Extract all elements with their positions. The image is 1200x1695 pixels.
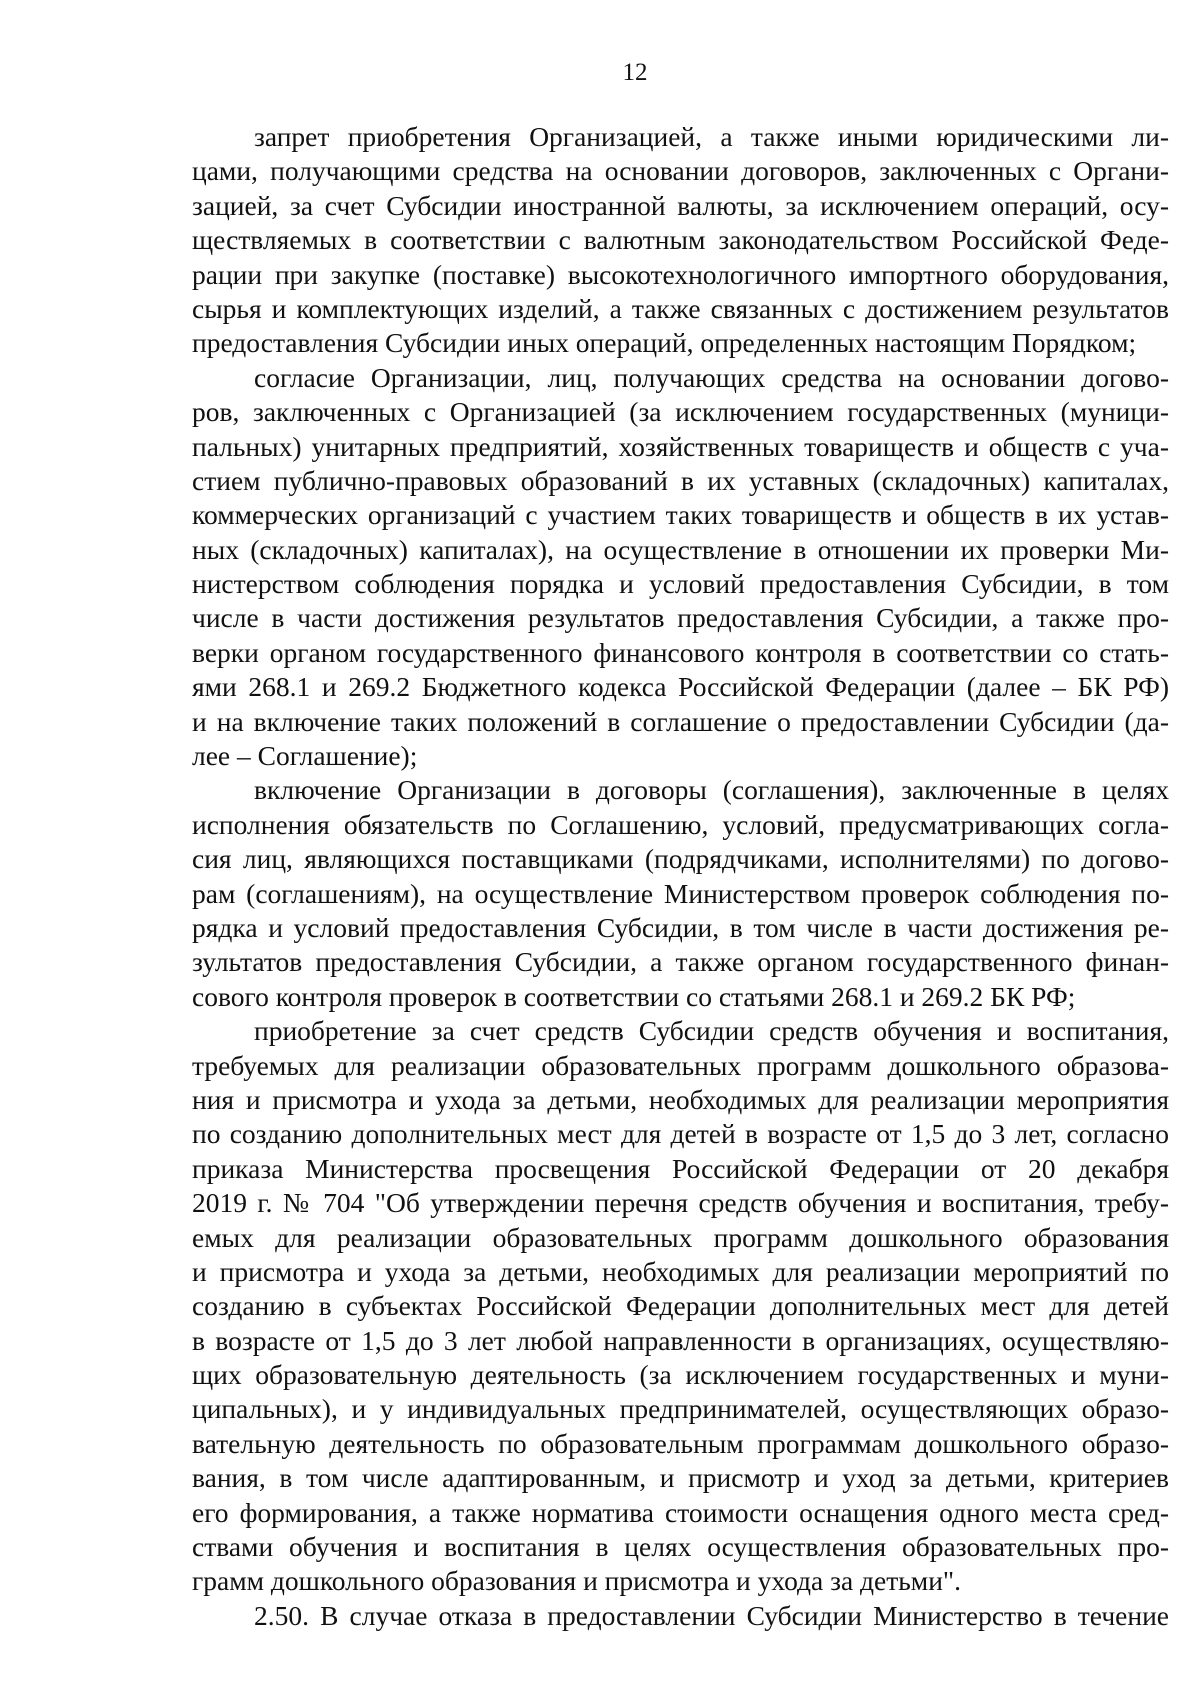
- text-line: приказа Министерства просвещения Российской Федерации от 20 декабря: [192, 1152, 1169, 1184]
- text-line: сового контроля проверок в соответствии со статьями 268.1 и 269.2 БК РФ;: [192, 980, 1076, 1012]
- text-line: вания, в том числе адаптированным, и присмотр и уход за детьми, критериев: [192, 1462, 1169, 1494]
- text-line: требуемых для реализации образовательных программ дошкольного образова-: [192, 1049, 1169, 1081]
- text-line: лее – Соглашение);: [192, 740, 418, 772]
- page-number: 12: [622, 59, 648, 86]
- text-line: стием публично-правовых образований в их уставных (складочных) капиталах,: [192, 464, 1169, 496]
- text-line: запрет приобретения Организацией, а также иными юридическими ли-: [254, 121, 1169, 152]
- text-line: емых для реализации образовательных программ дошкольного образования: [192, 1221, 1169, 1253]
- text-line: зультатов предоставления Субсидии, а также органом государственного финан-: [192, 946, 1169, 978]
- text-line: предоставления Субсидии иных операций, определенных настоящим Порядком;: [192, 327, 1137, 359]
- text-line: сия лиц, являющихся поставщиками (подрядчиками, исполнителями) по догово-: [192, 843, 1169, 875]
- text-line: приобретение за счет средств Субсидии средств обучения и воспитания,: [254, 1015, 1169, 1047]
- text-line: согласие Организации, лиц, получающих средства на основании догово-: [254, 361, 1169, 393]
- text-line: ями 268.1 и 269.2 Бюджетного кодекса Российской Федерации (далее – БК РФ): [192, 671, 1169, 703]
- text-line: вательную деятельность по образовательным программам дошкольного образо-: [192, 1427, 1169, 1459]
- text-line: щих образовательную деятельность (за исключением государственных и муни-: [192, 1359, 1169, 1391]
- text-line: его формирования, а также норматива стоимости оснащения одного места сред-: [192, 1496, 1169, 1528]
- body-text: [192, 120, 1169, 1633]
- text-line: грамм дошкольного образования и присмотра и ухода за детьми".: [192, 1565, 962, 1597]
- text-line: ных (складочных) капиталах), на осуществление в отношении их проверки Ми-: [192, 533, 1169, 565]
- text-line: рам (соглашениям), на осуществление Министерством проверок соблюдения по-: [192, 877, 1169, 909]
- text-line: верки органом государственного финансового контроля в соответствии со стать-: [192, 636, 1169, 668]
- text-line: пальных) унитарных предприятий, хозяйственных товариществ и обществ с уча-: [192, 430, 1169, 462]
- text-line: числе в части достижения результатов предоставления Субсидии, а также про-: [192, 602, 1169, 634]
- text-line: по созданию дополнительных мест для детей в возрасте от 1,5 до 3 лет, согласно: [192, 1118, 1169, 1150]
- text-line: ципальных), и у индивидуальных предпринимателей, осуществляющих образо-: [192, 1393, 1169, 1425]
- text-line: включение Организации в договоры (соглашения), заключенные в целях: [254, 774, 1169, 806]
- text-line: в возрасте от 1,5 до 3 лет любой направленности в организациях, осуществляю-: [192, 1324, 1169, 1356]
- text-line: нистерством соблюдения порядка и условий предоставления Субсидии, в том: [192, 568, 1169, 600]
- text-line: исполнения обязательств по Соглашению, условий, предусматривающих согла-: [192, 808, 1169, 840]
- text-line: ществляемых в соответствии с валютным законодательством Российской Феде-: [192, 224, 1169, 256]
- text-line: рации при закупке (поставке) высокотехнологичного импортного оборудования,: [192, 258, 1169, 290]
- text-line: коммерческих организаций с участием таких товариществ и обществ в их устав-: [192, 499, 1169, 531]
- text-line: ствами обучения и воспитания в целях осуществления образовательных про-: [192, 1531, 1169, 1563]
- text-line: сырья и комплектующих изделий, а также связанных с достижением результатов: [192, 292, 1169, 324]
- text-line: 2.50. В случае отказа в предоставлении Субсидии Министерство в течение: [254, 1599, 1169, 1631]
- text-line: цами, получающими средства на основании договоров, заключенных с Органи-: [192, 155, 1169, 187]
- text-line: 2019 г. № 704 "Об утверждении перечня средств обучения и воспитания, требу-: [192, 1187, 1169, 1219]
- text-line: зацией, за счет Субсидии иностранной валюты, за исключением операций, осу-: [192, 189, 1169, 221]
- text-line: ния и присмотра и ухода за детьми, необходимых для реализации мероприятия: [192, 1083, 1169, 1115]
- text-line: и на включение таких положений в соглашение о предоставлении Субсидии (да-: [192, 705, 1169, 737]
- text-line: рядка и условий предоставления Субсидии, в том числе в части достижения ре-: [192, 911, 1169, 943]
- text-line: ров, заключенных с Организацией (за исключением государственных (муници-: [192, 396, 1169, 428]
- text-line: созданию в субъектах Российской Федерации дополнительных мест для детей: [192, 1290, 1169, 1322]
- text-line: и присмотра и ухода за детьми, необходимых для реализации мероприятий по: [192, 1255, 1169, 1287]
